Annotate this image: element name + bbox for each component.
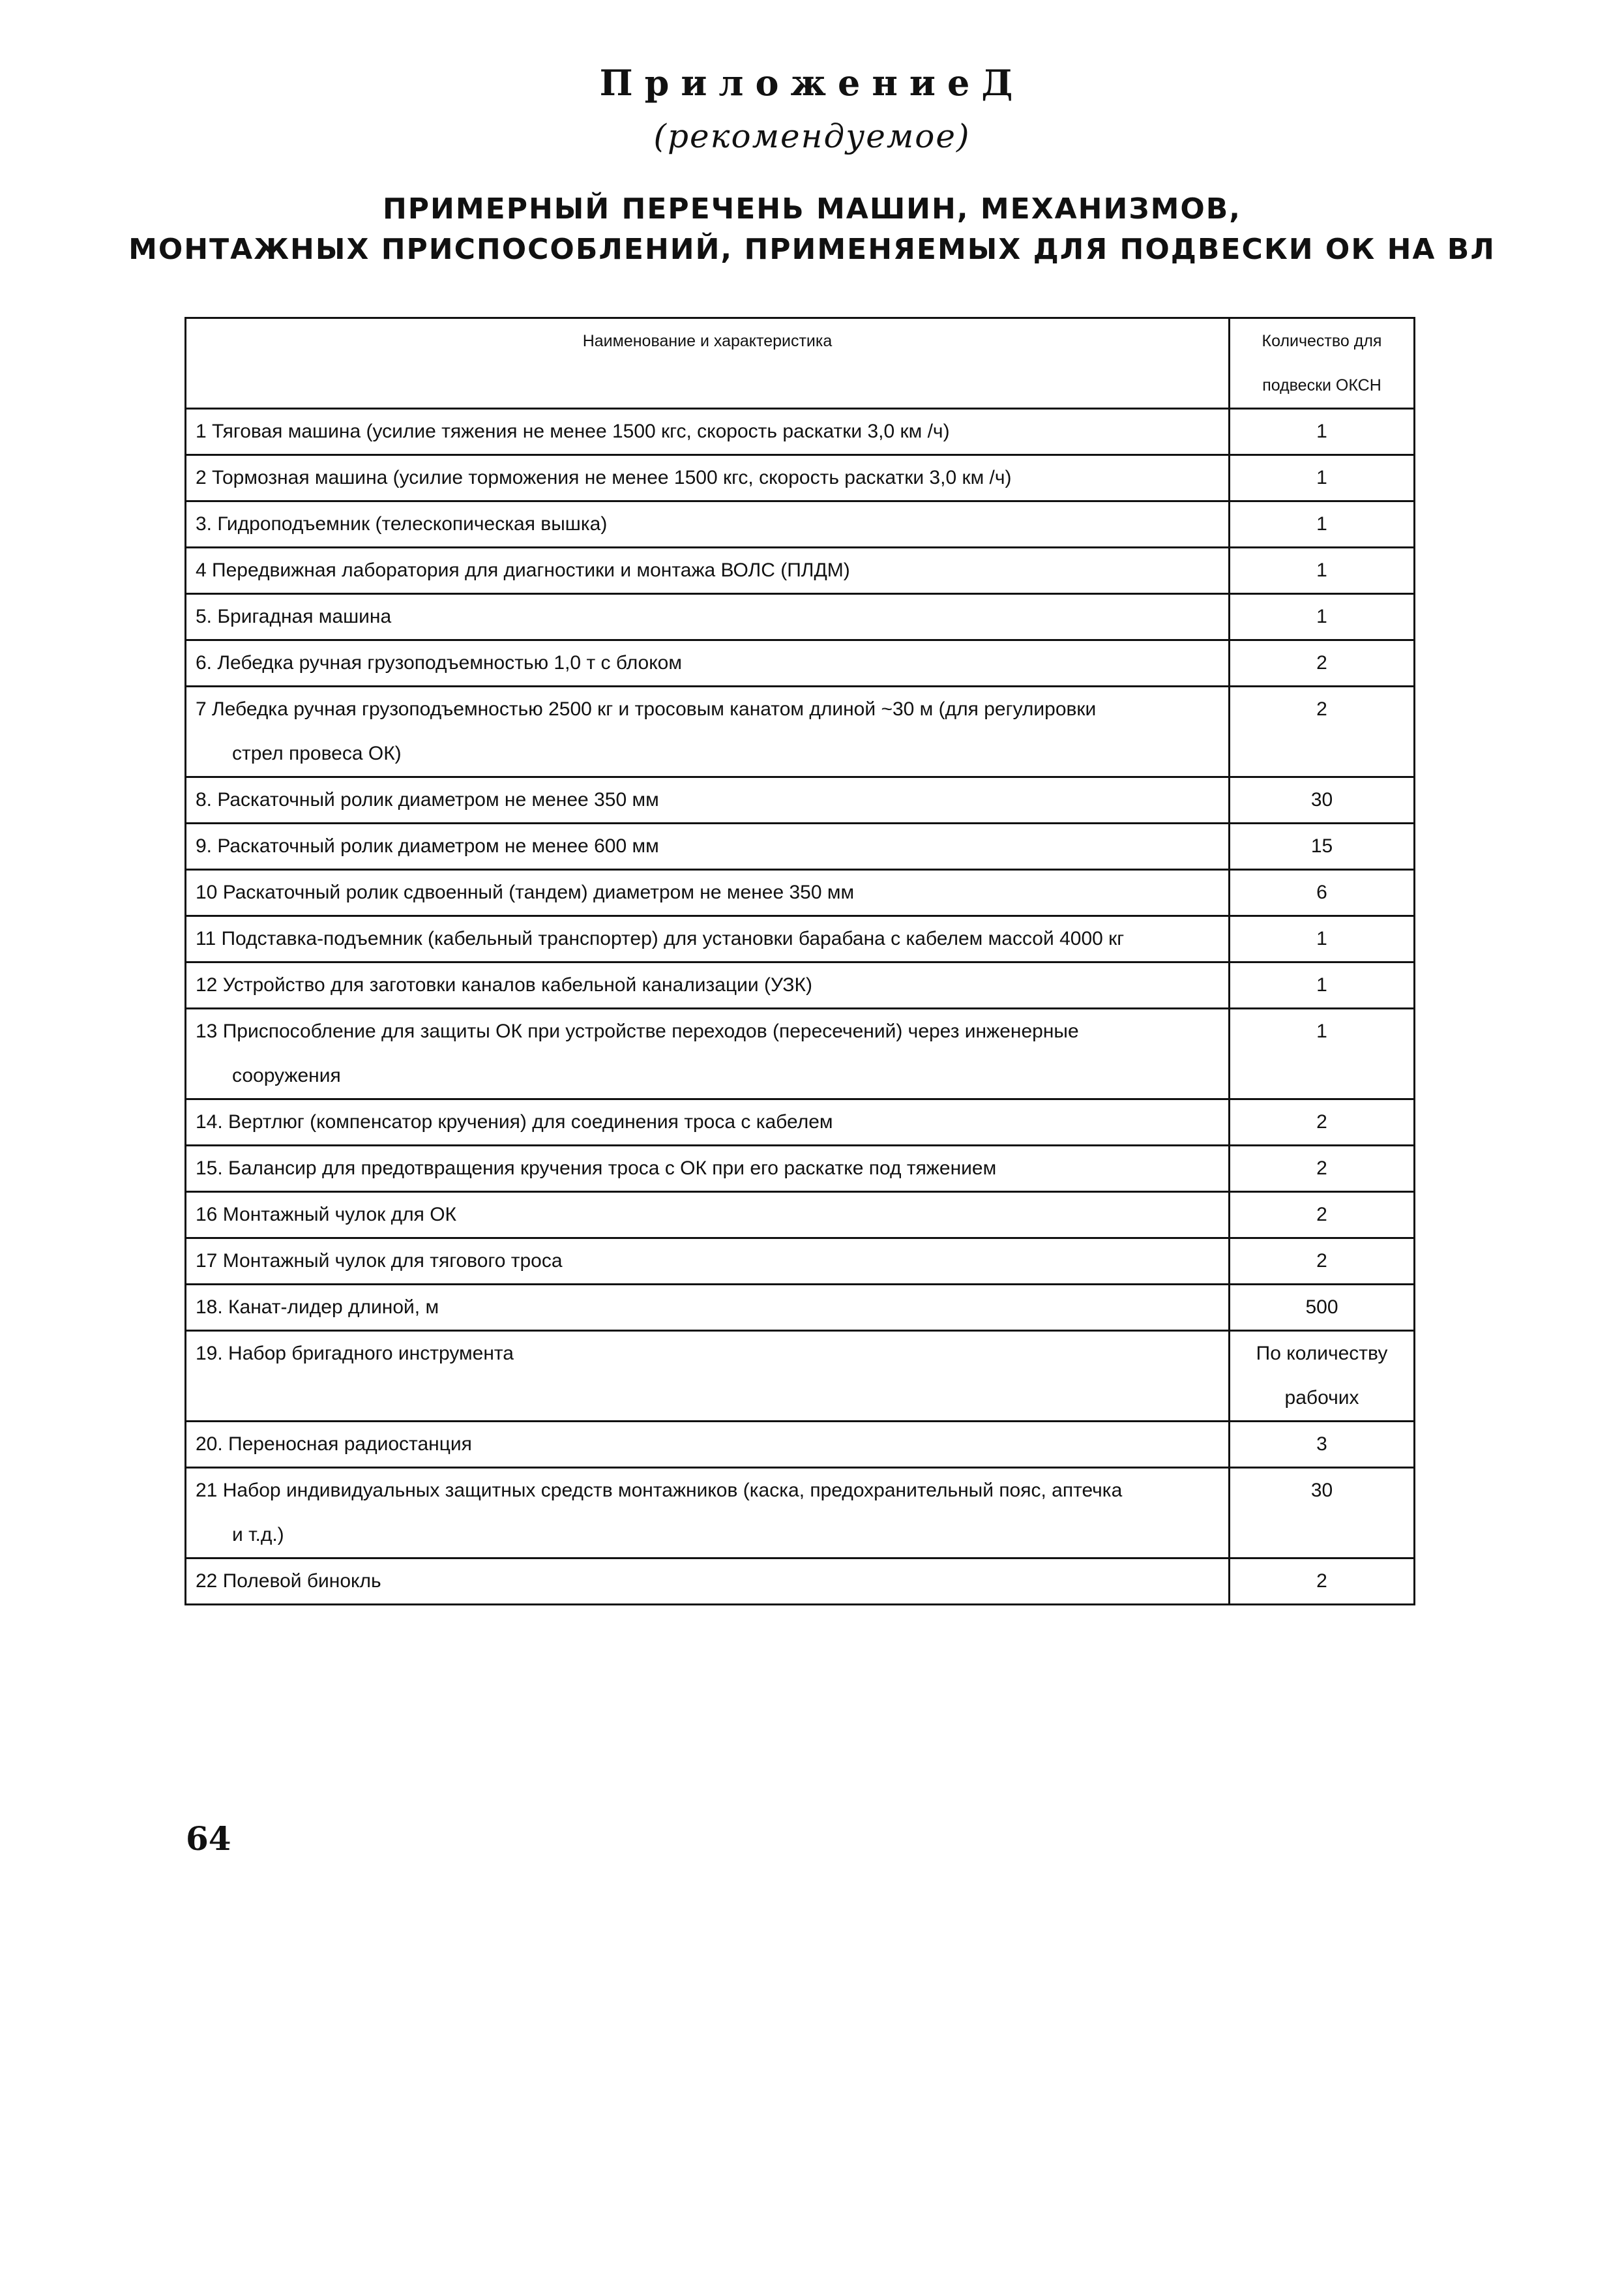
item-quantity-line: 2 xyxy=(1316,1157,1327,1179)
equipment-table xyxy=(185,317,1415,1605)
item-name xyxy=(186,870,1230,916)
item-name-line: 21 Набор индивидуальных защитных средств монтажников (каска, предохранительный пояс, аптечка xyxy=(196,1480,1123,1501)
table-row xyxy=(186,777,1415,824)
item-quantity-line: 1 xyxy=(1316,421,1327,442)
item-quantity-line: 2 xyxy=(1316,652,1327,674)
item-name-line: 1 Тяговая машина (усилие тяжения не менее 1500 кгс, скорость раскатки 3,0 км /ч) xyxy=(196,421,950,442)
table-row xyxy=(186,409,1415,455)
item-quantity xyxy=(1230,916,1415,962)
item-quantity-line: 1 xyxy=(1316,559,1327,581)
item-name-line: 19. Набор бригадного инструмента xyxy=(196,1343,514,1364)
item-name-line: 10 Раскаточный ролик сдвоенный (тандем) диаметром не менее 350 мм xyxy=(196,882,855,903)
item-quantity xyxy=(1230,1099,1415,1146)
table-header-row xyxy=(186,318,1415,409)
item-quantity xyxy=(1230,501,1415,548)
item-name-line: 20. Переносная радиостанция xyxy=(196,1433,472,1455)
table-row xyxy=(186,1099,1415,1146)
item-name xyxy=(186,594,1230,640)
item-name-line: 11 Подставка-подъемник (кабельный транспортер) для установки барабана с кабелем массой 4000 кг xyxy=(196,928,1125,949)
item-name xyxy=(186,1192,1230,1238)
item-quantity xyxy=(1230,1558,1415,1605)
item-name-line: 8. Раскаточный ролик диаметром не менее 350 мм xyxy=(196,789,659,811)
item-name-line: 5. Бригадная машина xyxy=(196,606,392,627)
item-name xyxy=(186,1331,1230,1422)
item-quantity xyxy=(1230,455,1415,501)
header-quantity-line-1: Количество для xyxy=(1262,332,1382,350)
header-name: Наименование и характеристика xyxy=(186,318,1230,409)
item-name-line: 4 Передвижная лаборатория для диагностики и монтажа ВОЛС (ПЛДМ) xyxy=(196,559,850,581)
item-name xyxy=(186,1146,1230,1192)
item-name xyxy=(186,824,1230,870)
item-quantity xyxy=(1230,824,1415,870)
heading-line-1: ПРИМЕРНЫЙ ПЕРЕЧЕНЬ МАШИН, МЕХАНИЗМОВ, xyxy=(382,192,1242,226)
table-row xyxy=(186,916,1415,962)
item-name-line: 22 Полевой бинокль xyxy=(196,1570,381,1592)
table-row xyxy=(186,962,1415,1009)
table-row xyxy=(186,1238,1415,1285)
item-name xyxy=(186,1099,1230,1146)
item-quantity-line: 2 xyxy=(1316,698,1327,720)
item-quantity-line-2: рабочих xyxy=(1284,1387,1359,1409)
item-name xyxy=(186,1422,1230,1468)
item-quantity xyxy=(1230,1468,1415,1558)
item-name xyxy=(186,1009,1230,1099)
table-row xyxy=(186,1558,1415,1605)
document-heading xyxy=(0,189,1624,270)
item-name xyxy=(186,962,1230,1009)
item-quantity-line: 2 xyxy=(1316,1570,1327,1592)
item-name xyxy=(186,1558,1230,1605)
item-quantity xyxy=(1230,870,1415,916)
item-quantity-line: 30 xyxy=(1310,789,1333,811)
item-quantity-line: 2 xyxy=(1316,1204,1327,1225)
item-name xyxy=(186,777,1230,824)
item-quantity xyxy=(1230,1009,1415,1099)
item-name-line: 2 Тормозная машина (усилие торможения не менее 1500 кгс, скорость раскатки 3,0 км /ч) xyxy=(196,467,1012,488)
table-row xyxy=(186,870,1415,916)
table-row xyxy=(186,824,1415,870)
item-quantity xyxy=(1230,777,1415,824)
item-name-line: 17 Монтажный чулок для тягового троса xyxy=(196,1250,563,1272)
table-row xyxy=(186,1192,1415,1238)
header-quantity xyxy=(1230,318,1415,409)
table-row xyxy=(186,1285,1415,1331)
table-row xyxy=(186,1468,1415,1558)
item-name-line: 18. Канат-лидер длиной, м xyxy=(196,1296,439,1318)
table-row xyxy=(186,640,1415,687)
item-quantity-line: 6 xyxy=(1316,882,1327,903)
item-quantity xyxy=(1230,1238,1415,1285)
item-name-line: 14. Вертлюг (компенсатор кручения) для соединения троса с кабелем xyxy=(196,1111,833,1133)
table-row xyxy=(186,1422,1415,1468)
header-quantity-line-2: подвески ОКСН xyxy=(1262,376,1381,395)
item-quantity-line: По количеству xyxy=(1256,1343,1388,1364)
appendix-title: ПриложениеД xyxy=(599,62,1025,104)
table-row xyxy=(186,1009,1415,1099)
table-row xyxy=(186,594,1415,640)
heading-line-2: МОНТАЖНЫХ ПРИСПОСОБЛЕНИЙ, ПРИМЕНЯЕМЫХ ДЛЯ ПОДВЕСКИ ОК НА ВЛ xyxy=(128,233,1496,266)
item-quantity-line: 1 xyxy=(1316,928,1327,949)
item-quantity-line: 1 xyxy=(1316,974,1327,996)
item-name-line: 7 Лебедка ручная грузоподъемностью 2500 кг и тросовым канатом длиной ~30 м (для регулировки xyxy=(196,698,1097,720)
item-quantity-line: 1 xyxy=(1316,606,1327,627)
item-quantity xyxy=(1230,1146,1415,1192)
item-name xyxy=(186,687,1230,777)
table-row xyxy=(186,501,1415,548)
item-name xyxy=(186,1285,1230,1331)
item-name xyxy=(186,1468,1230,1558)
item-name xyxy=(186,640,1230,687)
item-quantity xyxy=(1230,409,1415,455)
table-row xyxy=(186,1146,1415,1192)
item-quantity xyxy=(1230,687,1415,777)
table-row xyxy=(186,455,1415,501)
item-name-line-2: сооружения xyxy=(232,1065,341,1086)
item-name-line: 15. Балансир для предотвращения кручения троса с ОК при его раскатке под тяжением xyxy=(196,1157,997,1179)
item-name-line-2: стрел провеса ОК) xyxy=(232,743,402,764)
table-row xyxy=(186,548,1415,594)
item-name-line: 6. Лебедка ручная грузоподъемностью 1,0 т с блоком xyxy=(196,652,682,674)
item-quantity-line: 1 xyxy=(1316,513,1327,535)
item-name xyxy=(186,409,1230,455)
item-name xyxy=(186,501,1230,548)
table-row xyxy=(186,1331,1415,1422)
item-quantity-line: 1 xyxy=(1316,1021,1327,1042)
appendix-subtitle: (рекомендуемое) xyxy=(653,117,971,155)
item-name xyxy=(186,916,1230,962)
item-quantity xyxy=(1230,1192,1415,1238)
page-number: 64 xyxy=(186,1819,231,1858)
item-quantity xyxy=(1230,548,1415,594)
item-name-line: 3. Гидроподъемник (телескопическая вышка) xyxy=(196,513,608,535)
table-row xyxy=(186,687,1415,777)
item-quantity xyxy=(1230,1422,1415,1468)
item-quantity-line: 2 xyxy=(1316,1111,1327,1133)
item-name-line: 13 Приспособление для защиты ОК при устройстве переходов (пересечений) через инженерные xyxy=(196,1021,1079,1042)
item-name-line: 12 Устройство для заготовки каналов кабельной канализации (УЗК) xyxy=(196,974,812,996)
item-quantity-line: 30 xyxy=(1310,1480,1333,1501)
item-quantity xyxy=(1230,594,1415,640)
item-name-line-2: и т.д.) xyxy=(232,1524,284,1545)
item-name-line: 16 Монтажный чулок для ОК xyxy=(196,1204,457,1225)
item-name xyxy=(186,1238,1230,1285)
item-quantity-line: 15 xyxy=(1310,835,1333,857)
item-name xyxy=(186,548,1230,594)
item-quantity-line: 2 xyxy=(1316,1250,1327,1272)
item-quantity xyxy=(1230,640,1415,687)
item-quantity xyxy=(1230,1285,1415,1331)
item-name-line: 9. Раскаточный ролик диаметром не менее 600 мм xyxy=(196,835,659,857)
item-quantity xyxy=(1230,962,1415,1009)
item-quantity xyxy=(1230,1331,1415,1422)
item-quantity-line: 1 xyxy=(1316,467,1327,488)
item-name xyxy=(186,455,1230,501)
item-quantity-line: 500 xyxy=(1305,1296,1338,1318)
item-quantity-line: 3 xyxy=(1316,1433,1327,1455)
